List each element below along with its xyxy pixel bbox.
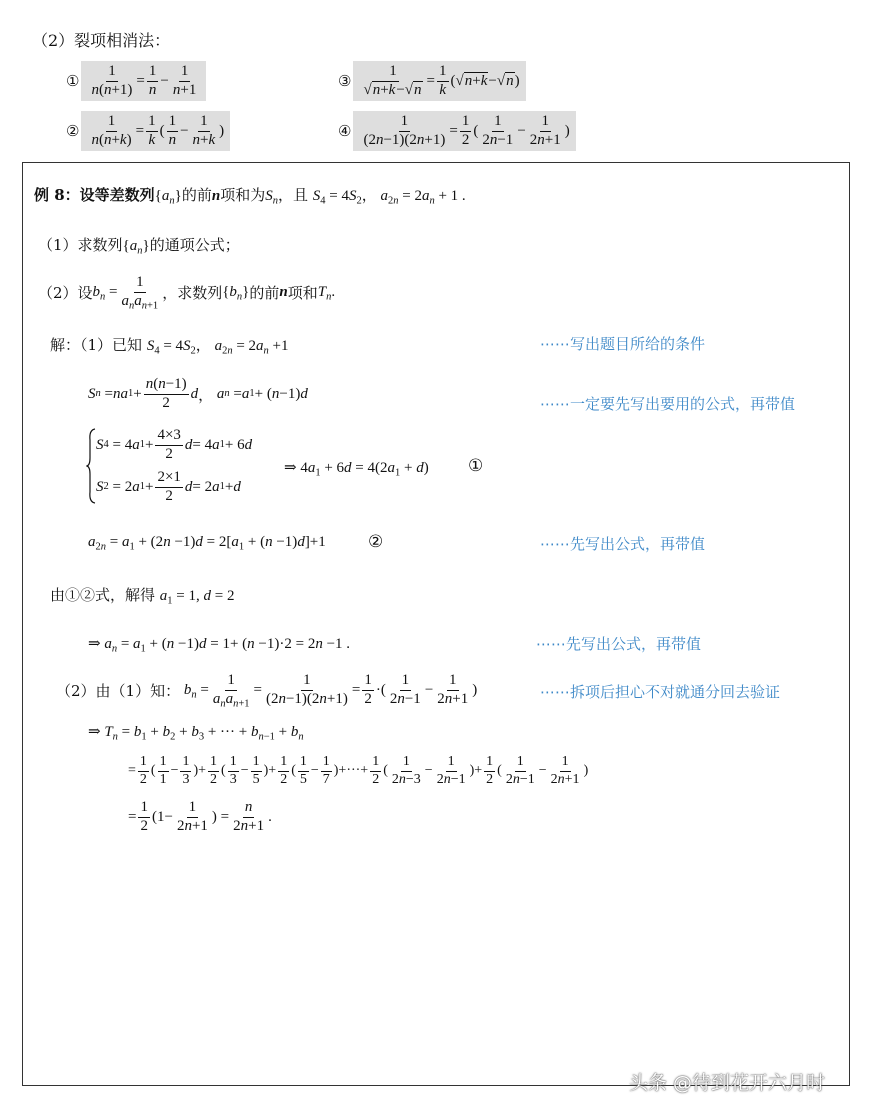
system-eq-1: S 4 = 4 a 1 + $\frac{4\times 3}{2}$ d = 4 a 1 + 6 d	[96, 426, 253, 462]
note-5: ⋯⋯拆项后担心不对就通分回去验证	[540, 683, 781, 701]
circle-marker-1: ①	[468, 456, 484, 475]
note-2: ⋯⋯一定要先写出要用的公式，再带值	[540, 395, 796, 413]
system-eq-2: S 2 = 2 a 1 + $\frac{2\times 1}{2}$ d = 2 a 1 + d	[96, 468, 241, 504]
formula-2-marker: ②	[66, 123, 80, 140]
formula-sn-an: S n = na 1 + $\frac{n(n-1)}{2}$ d ， a n = a 1 + ( n −1) d	[88, 375, 308, 411]
tn-sum: ⇒ $T_n = b_1 + b_2 + b_3$ + ··· + $b_{n-1} + b_n$	[88, 724, 304, 743]
note-4: ⋯⋯先写出公式，再带值	[536, 635, 702, 653]
equation-a2n: $a_{2n} = a_1 + (2n -1)d = 2[a_1 + (n -1)d]+1$	[88, 534, 326, 553]
note-1: ⋯⋯写出题目所给的条件	[540, 335, 706, 353]
question-1: （1）求数列$\{a_n\}$的通项公式；	[38, 236, 240, 257]
watermark: 头条 @待到花开六月时	[629, 1072, 826, 1094]
formula-1: ① $\frac{1}{n(n+1)}$ = $\frac{1}{n}$ − $\frac{1}{n+1}$	[60, 58, 212, 104]
circle-marker-2: ②	[368, 532, 384, 551]
tn-expanded: = $\frac{1}{2}$ ( $\frac{1}{1}$ − $\frac{1}{3}$ )+ $\frac{1}{2}$ ( $\frac{1}{3}$ − $\frac{1}{5}$ )+ $\frac{1}{2}$ ( $\frac{1}{5}$ − $\frac{1}{7}$ )+···+ $\frac{1}{2}$ ( $\frac{1}{2n-3}$ − $\frac{1}{2n-1}$ )+ $\frac{1}{2}$ ( $\frac{1}{2n-1}$ − $\frac{1}{2n+1}$ )	[128, 753, 589, 787]
formula-2: ② $\frac{1}{n(n+k)}$ = $\frac{1}{k}$ ( $\frac{1}{n}$ − $\frac{1}{n+k}$ )	[60, 108, 236, 154]
example-title: 例 8：设等差数列$\{a_n\}$的前n项和为$S_n$，且 $S_4 = 4S_2$， $a_{2n} = 2a_n + 1$ .	[34, 186, 466, 207]
formula-4-marker: ④	[338, 123, 352, 140]
formula-4: ④ $\frac{1}{(2n-1)(2n+1)}$ = $\frac{1}{2}$ ( $\frac{1}{2n-1}$ − $\frac{1}{2n+1}$ )	[332, 108, 582, 154]
part2-bn: （2）由（1）知： $b_n$ = $\frac{1}{a_na_{n+1}}$ = $\frac{1}{(2n-1)(2n+1)}$ = $\frac{1}{2}$ ·( $\frac{1}{2n-1}$ − $\frac{1}{2n+1}$ )	[56, 671, 478, 710]
system-result: ⇒ $4a_1 + 6d = 4(2a_1 + d)$	[284, 460, 429, 479]
an-result: ⇒ $a_n = a_1 + (n -1)d = 1+ (n -1)\cdot 2 = 2n -1$ .	[88, 636, 351, 655]
section-title: （2）裂项相消法：	[32, 31, 171, 50]
formula-1-marker: ①	[66, 73, 80, 90]
formula-3-marker: ③	[338, 73, 352, 90]
derivation: 由①②式，解得 $a_1 = 1$, d = 2	[50, 586, 235, 607]
note-3: ⋯⋯先写出公式，再带值	[540, 535, 706, 553]
system-brace	[86, 428, 96, 504]
solution-given: 解：（1）已知 $S_4 = 4S_2$， $a_{2n} = 2a_n +1$	[50, 336, 289, 357]
tn-final: = $\frac{1}{2}$ (1− $\frac{1}{2n+1}$ ) = $\frac{n}{2n+1}$ .	[128, 798, 272, 834]
question-2: （2）设 $b_n$ = $\frac{1}{a_na_{n+1}}$ ，求数列 $\{b_n\}$ 的前 n 项和 $T_n$.	[38, 273, 336, 312]
formula-3: ③ $\frac{1}{√n+k-√n}$ = $\frac{1}{k}$ (√ n+k −√ n )	[332, 58, 532, 104]
